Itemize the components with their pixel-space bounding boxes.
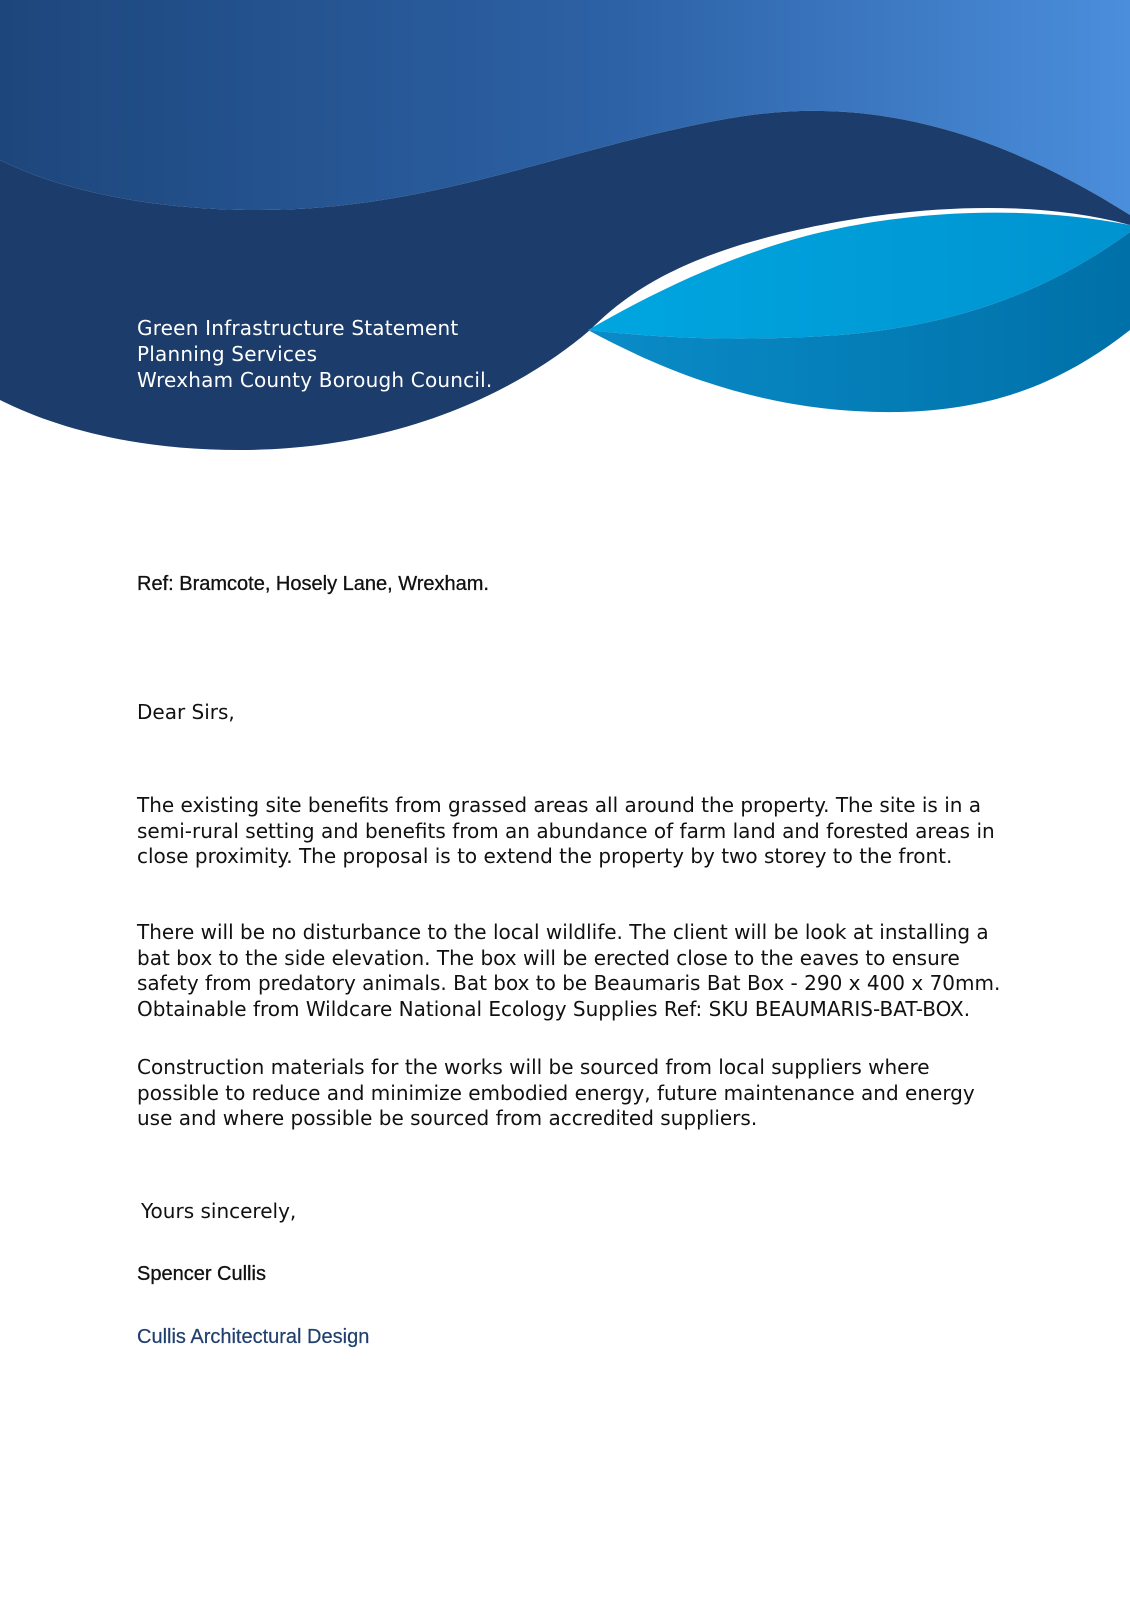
signer-name: Spencer Cullis xyxy=(137,1263,266,1285)
body-paragraph-site: The existing site benefits from grassed areas all around the property. The site is in a semi-rural setting and benefits from an abundance of farm land and forested areas in close proximity. The proposal is to extend the property by two storey to the front. xyxy=(137,793,995,869)
header-line-department: Planning Services xyxy=(137,342,318,366)
reference-line: Ref: Bramcote, Hosely Lane, Wrexham. xyxy=(137,573,489,595)
body-paragraph-materials: Construction materials for the works will be sourced from local suppliers where possible to reduce and minimize embodied energy, future maintenance and energy use and where possible be sourced from accredited suppliers. xyxy=(137,1055,975,1131)
header-line-council: Wrexham County Borough Council. xyxy=(137,368,493,392)
company-name: Cullis Architectural Design xyxy=(137,1326,370,1348)
closing: Yours sincerely, xyxy=(141,1199,297,1223)
header-line-statement: Green Infrastructure Statement xyxy=(137,316,459,340)
salutation: Dear Sirs, xyxy=(137,700,235,724)
body-paragraph-wildlife: There will be no disturbance to the local wildlife. The client will be look at installing a bat box to the side elevation. The box will be erected close to the eaves to ensure safety from predatory animals. Bat box to be Beaumaris Bat Box - 290 x 400 x 70mm. Obtainable from Wildcare National Ecology Supplies Ref: SKU BEAUMARIS-BAT-BOX. xyxy=(137,920,1001,1021)
header-address-block xyxy=(137,315,492,393)
